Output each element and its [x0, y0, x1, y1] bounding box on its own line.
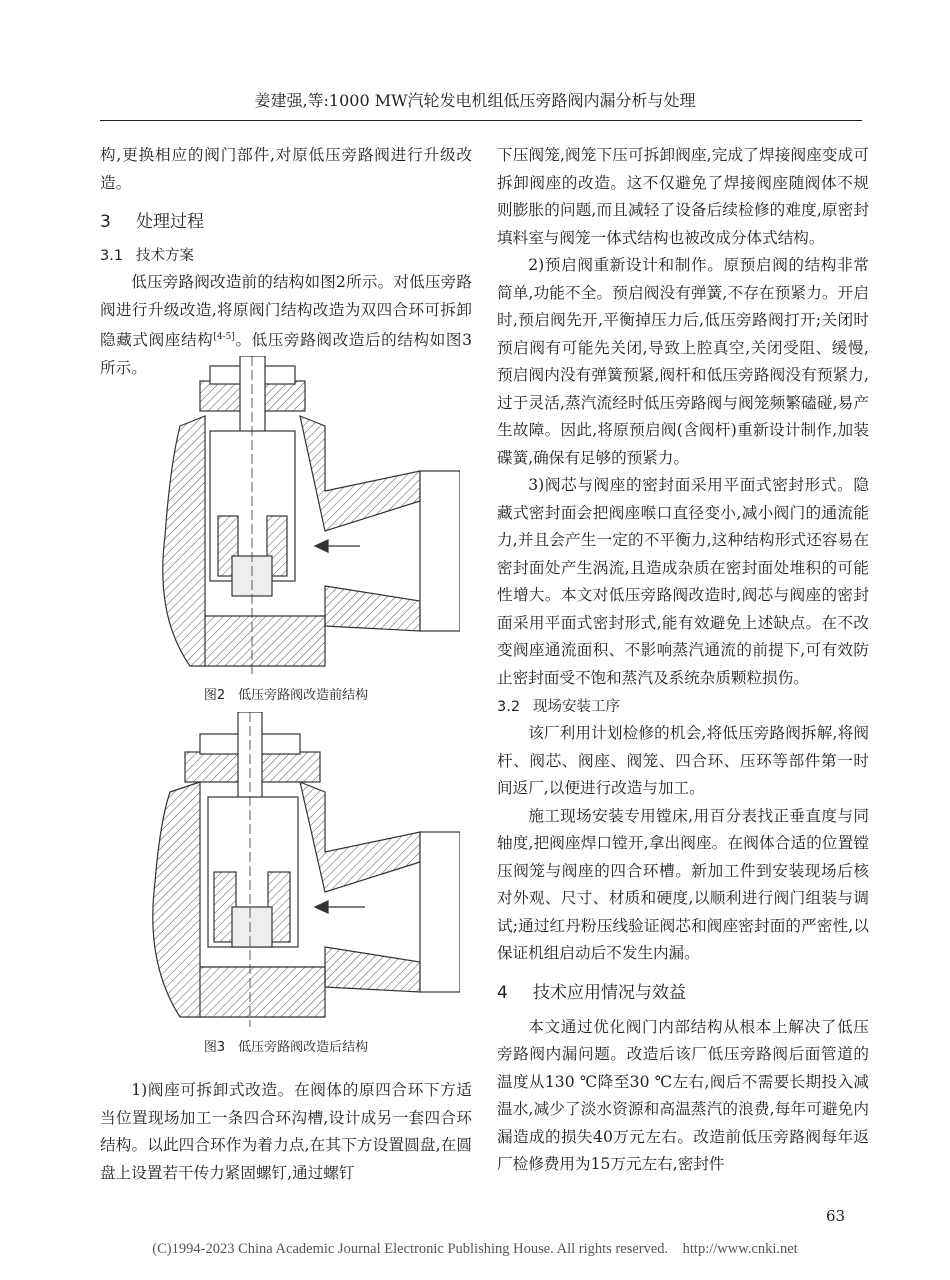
section-3-heading: 3 处理过程: [100, 212, 204, 232]
header-rule: [100, 120, 862, 121]
paragraph: 本文通过优化阀门内部结构从根本上解决了低压旁路阀内漏问题。改造后该厂低压旁路阀后面管道的温度从130 ℃降至30 ℃左右,阀后不需要长期投入减温水,减少了淡水资源和高温蒸汽的浪费,每年可避免内漏造成的损失40万元左右。改造前低压旁路阀每年返厂检修费用为15万元左右,密封件: [497, 1017, 869, 1173]
figure-3-valve-after: [110, 712, 460, 1027]
citation: [4-5]: [213, 332, 235, 342]
left-column: [100, 142, 472, 382]
paragraph: 构,更换相应的阀门部件,对原低压旁路阀进行升级改造。: [100, 146, 472, 192]
section-4-heading: 4 技术应用情况与效益: [497, 982, 686, 1003]
running-header: 姜建强,等:1000 MW汽轮发电机组低压旁路阀内漏分析与处理: [254, 91, 696, 110]
paragraph: 该厂利用计划检修的机会,将低压旁路阀拆解,将阀杆、阀芯、阀座、阀笼、四合环、压环等部件第一时间返厂,以便进行改造与加工。: [497, 724, 869, 797]
figure-3-caption: 图3 低压旁路阀改造后结构: [203, 1040, 369, 1055]
figure-2-valve-before: [110, 356, 460, 676]
valve-drawing-before: [110, 356, 460, 676]
paragraph: 3)阀芯与阀座的密封面采用平面式密封形式。隐藏式密封面会把阀座喉口直径变小,减小阀门的通流能力,并且会产生一定的不平衡力,这种结构形式还容易在密封面处产生涡流,且造成杂质在密封面处堆积的可能性增大。本文对低压旁路阀改造时,阀芯与阀座的密封面采用平面式密封形式,能有效避免上述缺点。在不改变阀座通流面积、不影响蒸汽通流的前提下,可有效防止密封面受不饱和蒸汽及系统杂质颗粒损伤。: [497, 476, 869, 687]
page-number: 63: [826, 1207, 846, 1225]
right-column: [497, 142, 869, 1179]
paragraph: 低压旁路阀改造前的结构如图2所示。对低压旁路阀进行升级改造,将原阀门结构改造为双四合环可拆卸隐藏式阀座结构[4-5]。低压旁路阀改造后的结构如图3所示。: [100, 273, 472, 377]
figure-2-caption: 图2 低压旁路阀改造前结构: [203, 688, 369, 703]
paragraph: 1)阀座可拆卸式改造。在阀体的原四合环下方适当位置现场加工一条四合环沟槽,设计成另一套四合环结构。以此四合环作为着力点,在其下方设置圆盘,在圆盘上设置若干传力紧固螺钉,通过螺钉: [100, 1081, 472, 1182]
valve-drawing-after: [110, 712, 460, 1027]
section-3-1-heading: 3.1 技术方案: [100, 248, 194, 264]
left-column-bottom: [100, 1077, 472, 1187]
section-3-2-heading: 3.2 现场安装工序: [497, 699, 620, 715]
paragraph: 2)预启阀重新设计和制作。原预启阀的结构非常简单,功能不全。预启阀没有弹簧,不存在预紧力。开启时,预启阀先开,平衡掉压力后,低压旁路阀打开;关闭时预启阀有可能先关闭,导致上腔真空,关闭受阻、缓慢,预启阀内没有弹簧预紧,阀杆和低压旁路阀没有预紧力,过于灵活,蒸汽流经时低压旁路阀与阀笼频繁磕碰,易产生故障。因此,将原预启阀(含阀杆)重新设计制作,加装碟簧,确保有足够的预紧力。: [497, 256, 869, 467]
paragraph: 下压阀笼,阀笼下压可拆卸阀座,完成了焊接阀座变成可拆卸阀座的改造。这不仅避免了焊接阀座随阀体不规则膨胀的问题,而且减轻了设备后续检修的难度,原密封填料室与阀笼一体式结构也被改成分体式结构。: [497, 146, 869, 247]
paragraph: 施工现场安装专用镗床,用百分表找正垂直度与同轴度,把阀座焊口镗开,拿出阀座。在阀体合适的位置镗压阀笼与阀座的四合环槽。新加工件到安装现场后核对外观、尺寸、材质和硬度,以顺利进行阀门组装与调试;通过红丹粉压线验证阀芯和阀座密封面的严密性,以保证机组启动后不发生内漏。: [497, 806, 869, 962]
copyright-footer: (C)1994-2023 China Academic Journal Electronic Publishing House. All rights reserved. http://www.cnki.net: [152, 1241, 798, 1257]
